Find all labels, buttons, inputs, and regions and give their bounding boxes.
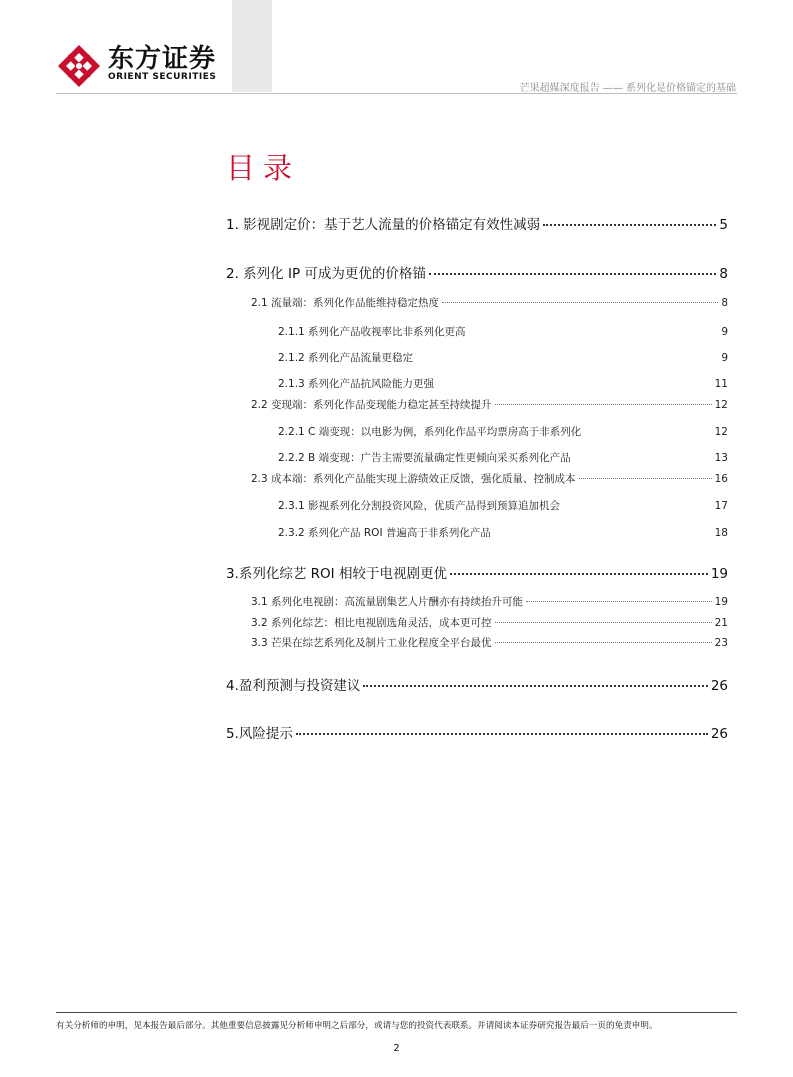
toc-entry-2-2-1[interactable] <box>278 424 728 439</box>
brand-name-english: ORIENT SECURITIES <box>108 72 217 82</box>
toc-label: 4.盈利预测与投资建议 <box>226 678 361 694</box>
toc-label: 2. 系列化 IP 可成为更优的价格锚 <box>226 266 426 282</box>
toc-label: 2.1.1 系列化产品收视率比非系列化更高 <box>278 326 466 338</box>
toc-page: 8 <box>721 297 728 309</box>
toc-entry-3-1[interactable] <box>251 594 728 609</box>
toc-page: 19 <box>714 596 728 608</box>
toc-page: 18 <box>714 527 728 539</box>
toc-label: 2.1.3 系列化产品抗风险能力更强 <box>278 378 435 390</box>
toc-page: 26 <box>710 678 728 694</box>
toc-page: 23 <box>714 637 728 649</box>
toc-page: 17 <box>714 500 728 512</box>
footer-divider <box>56 1012 737 1013</box>
page-number: 2 <box>393 1043 400 1054</box>
toc-label: 2.1 流量端：系列化作品能维持稳定热度 <box>251 297 440 309</box>
brand-name-chinese: 东方证券 <box>108 44 217 74</box>
toc-page: 9 <box>721 352 728 364</box>
toc-entry-3[interactable] <box>226 562 728 582</box>
footer-disclaimer: 有关分析师的申明，见本报告最后部分。其他重要信息披露见分析师申明之后部分，或请与您的投资代表联系。并请阅读本证券研究报告最后一页的免责申明。 <box>56 1021 658 1031</box>
toc-label: 3.2 系列化综艺：相比电视剧选角灵活，成本更可控 <box>251 617 492 629</box>
toc-page: 16 <box>714 473 728 485</box>
toc-entry-2-1[interactable] <box>251 295 728 310</box>
toc-entry-5[interactable] <box>226 722 728 742</box>
toc-label: 2.3.2 系列化产品 ROI 普遍高于非系列化产品 <box>278 527 491 539</box>
toc-label: 2.3 成本端：系列化产品能实现上游绩效正反馈，强化质量、控制成本 <box>251 473 576 485</box>
header-divider <box>56 93 737 94</box>
toc-entry-2-2-2[interactable] <box>278 450 728 465</box>
toc-label: 2.3.1 影视系列化分割投资风险，优质产品得到预算追加机会 <box>278 500 561 512</box>
header-gray-tab <box>232 0 272 92</box>
toc-label: 3.3 芒果在综艺系列化及制片工业化程度全平台最优 <box>251 637 492 649</box>
toc-page: 11 <box>714 378 728 390</box>
toc-entry-1[interactable] <box>226 213 728 233</box>
toc-entry-2-1-1[interactable] <box>278 324 728 339</box>
toc-entry-2-1-2[interactable] <box>278 350 728 365</box>
toc-label: 2.2.2 B 端变现：广告主需要流量确定性更倾向采买系列化产品 <box>278 452 571 464</box>
toc-label: 2.1.2 系列化产品流量更稳定 <box>278 352 414 364</box>
toc-label: 3.系列化综艺 ROI 相较于电视剧更优 <box>226 566 447 582</box>
toc-entry-2-3-1[interactable] <box>278 498 728 513</box>
toc-entry-2-3[interactable] <box>251 471 728 486</box>
toc-label: 2.2 变现端：系列化作品变现能力稳定甚至持续提升 <box>251 399 492 411</box>
toc-page: 5 <box>719 217 728 233</box>
toc-page: 9 <box>721 326 728 338</box>
toc-page: 19 <box>710 566 728 582</box>
toc-label: 2.2.1 C 端变现：以电影为例，系列化作品平均票房高于非系列化 <box>278 426 582 438</box>
toc-entry-3-3[interactable] <box>251 635 728 650</box>
toc-title: 目录 <box>226 151 301 185</box>
toc-label: 5.风险提示 <box>226 726 293 742</box>
toc-entry-4[interactable] <box>226 674 728 694</box>
toc-page: 26 <box>710 726 728 742</box>
toc-page: 13 <box>714 452 728 464</box>
toc-entry-3-2[interactable] <box>251 615 728 630</box>
orient-securities-logo-icon <box>56 43 102 89</box>
toc-entry-2-1-3[interactable] <box>278 376 728 391</box>
toc-page: 8 <box>719 266 728 282</box>
toc-entry-2-3-2[interactable] <box>278 525 728 540</box>
toc-page: 21 <box>714 617 728 629</box>
report-title: 芒果超媒深度报告 —— 系列化是价格锚定的基础 <box>519 83 736 94</box>
toc-entry-2[interactable] <box>226 262 728 282</box>
toc-page: 12 <box>714 426 728 438</box>
toc-entry-2-2[interactable] <box>251 397 728 412</box>
toc-label: 1. 影视剧定价：基于艺人流量的价格锚定有效性减弱 <box>226 217 541 233</box>
toc-label: 3.1 系列化电视剧：高流量剧集艺人片酬亦有持续抬升可能 <box>251 596 524 608</box>
toc-page: 12 <box>714 399 728 411</box>
